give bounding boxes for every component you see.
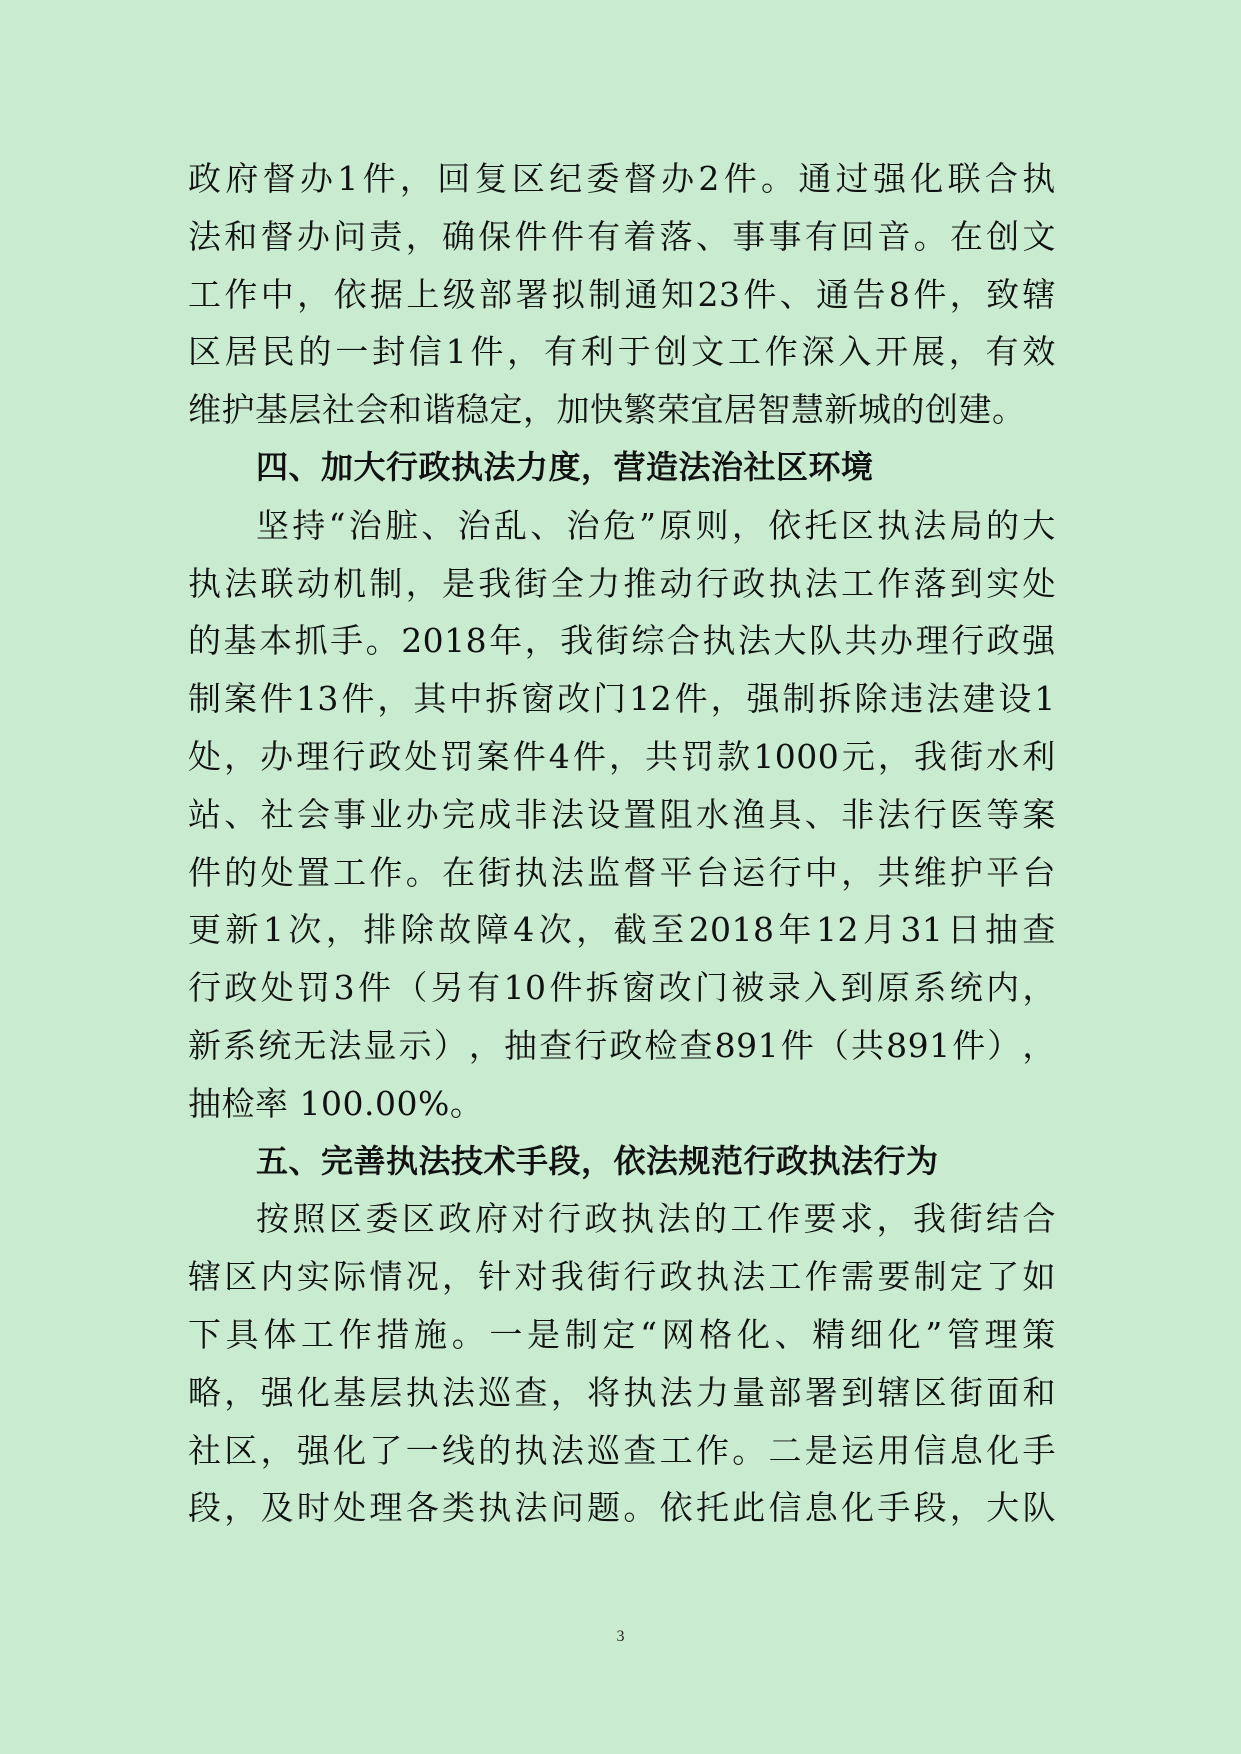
paragraph-line: 制 案 件 13 件 ， 其 中 拆 窗 改 门 12 件 ， 强 制 拆 除 违 法 建 设 1 <box>188 679 1056 719</box>
paragraph-line: 略 ， 强 化 基 层 执 法 巡 查 ， 将 执 法 力 量 部 署 到 辖 区 街 面 和 <box>188 1372 1056 1412</box>
paragraph-line: 段 ， 及 时 处 理 各 类 执 法 问 题 。 依 托 此 信 息 化 手 段 ， 大 队 <box>188 1488 1056 1528</box>
paragraph-line: 行 政 处 罚 3 件 （ 另 有 10 件 拆 窗 改 门 被 录 入 到 原 系 统 内 ， <box>188 968 1056 1008</box>
paragraph-line: 执 法 联 动 机 制 ， 是 我 街 全 力 推 动 行 政 执 法 工 作 落 到 实 处 <box>188 563 1056 603</box>
paragraph-line: 下 具 体 工 作 措 施 。 一 是 制 定 “ 网 格 化 、 精 细 化 ” 管 理 策 <box>188 1314 1056 1354</box>
paragraph-line: 政 府 督 办 1 件 ， 回 复 区 纪 委 督 办 2 件 。 通 过 强 化 联 合 执 <box>188 159 1056 198</box>
paragraph-line: 的 基 本 抓 手 。 2018 年 ， 我 街 综 合 执 法 大 队 共 办 理 行 政 强 <box>188 621 1056 661</box>
document-body <box>188 150 1056 1537</box>
paragraph-line: 按 照 区 委 区 政 府 对 行 政 执 法 的 工 作 要 求 ， 我 街 结 合 <box>256 1199 1056 1239</box>
page-number: 3 <box>616 1628 625 1645</box>
paragraph-line: 件 的 处 置 工 作 。 在 街 执 法 监 督 平 台 运 行 中 ， 共 维 护 平 台 <box>188 852 1056 892</box>
section-heading: 四、加大行政执法力度，营造法治社区环境 <box>256 447 874 486</box>
paragraph-line: 坚 持 “ 治 脏 、 治 乱 、 治 危 ” 原 则 ， 依 托 区 执 法 局 的 大 <box>256 505 1056 545</box>
paragraph-line: 站 、 社 会 事 业 办 完 成 非 法 设 置 阻 水 渔 具 、 非 法 行 医 等 案 <box>188 794 1056 834</box>
paragraph-line: 法 和 督 办 问 责 ， 确 保 件 件 有 着 落 、 事 事 有 回 音 。 在 创 文 <box>188 216 1056 256</box>
paragraph-line: 抽检率 100.00%。 <box>188 1083 484 1123</box>
paragraph-line: 更 新 1 次 ， 排 除 故 障 4 次 ， 截 至 2018 年 12 月 31 日 抽 查 <box>188 910 1056 950</box>
paragraph-line: 辖 区 内 实 际 情 况 ， 针 对 我 街 行 政 执 法 工 作 需 要 制 定 了 如 <box>188 1257 1056 1297</box>
paragraph-line: 维护基层社会和谐稳定，加快繁荣宜居智慧新城的创建。 <box>188 390 1026 430</box>
paragraph-line: 工 作 中 ， 依 据 上 级 部 署 拟 制 通 知 23 件 、 通 告 8 件 ， 致 辖 <box>188 274 1056 314</box>
section-heading: 五、完善执法技术手段，依法规范行政执法行为 <box>256 1141 939 1180</box>
paragraph-line: 处 ， 办 理 行 政 处 罚 案 件 4 件 ， 共 罚 款 1000 元 ， 我 街 水 利 <box>188 736 1056 776</box>
paragraph-line: 新 系 统 无 法 显 示 ） ， 抽 查 行 政 检 查 891 件 （ 共 891 件 ） ， <box>188 1025 1056 1065</box>
paragraph-line: 区 居 民 的 一 封 信 1 件 ， 有 利 于 创 文 工 作 深 入 开 展 ， 有 效 <box>188 332 1056 372</box>
paragraph-line: 社 区 ， 强 化 了 一 线 的 执 法 巡 查 工 作 。 二 是 运 用 信 息 化 手 <box>188 1430 1056 1470</box>
